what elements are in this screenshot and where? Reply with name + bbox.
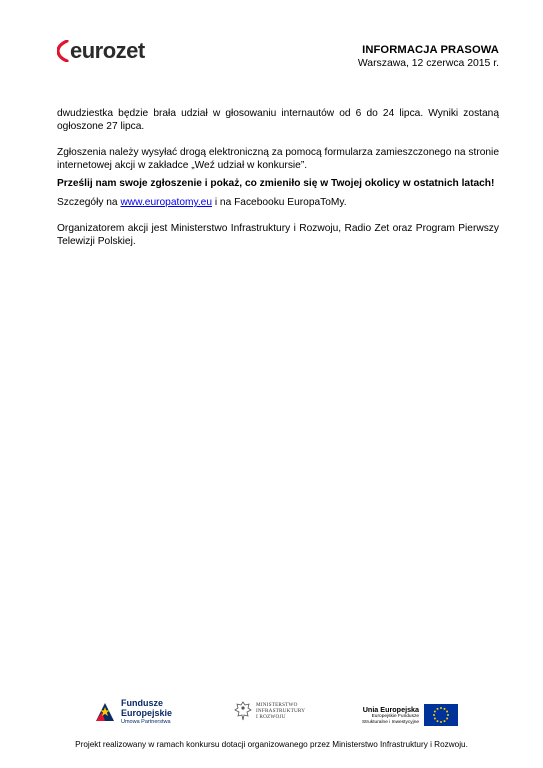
fundusze-star-icon <box>94 701 116 723</box>
europatomy-link[interactable]: www.europatomy.eu <box>120 197 212 208</box>
ministry-logo <box>234 700 305 722</box>
eu-logo <box>362 704 458 726</box>
eurozet-logo <box>57 38 145 64</box>
eu-subtitle-line2: Strukturalne i Inwestycyjne <box>362 719 420 725</box>
details-text-after: i na Facebooku EuropaToMy. <box>211 197 347 208</box>
eu-title: Unia Europejska <box>362 704 420 714</box>
fundusze-europejskie-logo <box>94 698 172 726</box>
ministry-line2: INFRASTRUKTURY <box>256 708 306 714</box>
document-body <box>57 107 499 248</box>
details-text-before: Szczegóły na <box>57 197 121 208</box>
paragraph-details <box>57 196 499 209</box>
paragraph-voting: dwudziestka będzie brała udział w głosowaniu internautów od 6 do 24 lipca. Wyniki zostaną ogłoszone 27 lipca. <box>57 108 499 132</box>
footer-project-note: Projekt realizowany w ramach konkursu dotacji organizowanego przez Ministerstwo Infrastruktury i Rozwoju. <box>75 740 468 749</box>
press-release-title: INFORMACJA PRASOWA <box>362 44 499 56</box>
ministry-line1: MINISTERSTWO <box>256 702 298 708</box>
header-info <box>358 44 499 70</box>
eu-flag-icon <box>424 704 458 726</box>
fund-title-line1: Fundusze <box>121 698 163 708</box>
press-release-date: Warszawa, 12 czerwca 2015 r. <box>357 58 499 69</box>
polish-eagle-icon <box>234 700 252 722</box>
fund-subtitle: Umowa Partnerstwa <box>121 719 171 725</box>
paragraph-organizers: Organizatorem akcji jest Ministerstwo Infrastruktury i Rozwoju, Radio Zet oraz Program Pierwszy Telewizji Polskiej. <box>57 223 499 247</box>
eurozet-bracket-icon <box>57 40 69 62</box>
paragraph-submissions: Zgłoszenia należy wysyłać drogą elektroniczną za pomocą formularza zamieszczonego na stronie internetowej akcji w zakładce „Weź udział w konkursie”. <box>57 147 499 171</box>
ministry-line3: I ROZWOJU <box>256 714 286 720</box>
fund-title-line2: Europejskie <box>121 708 173 718</box>
eu-subtitle-line1: Europejskie Fundusze <box>371 713 420 719</box>
logo-text: eurozet <box>70 38 145 63</box>
paragraph-call-to-action: Prześlij nam swoje zgłoszenie i pokaż, co zmieniło się w Twojej okolicy w ostatnich latach! <box>57 178 495 189</box>
